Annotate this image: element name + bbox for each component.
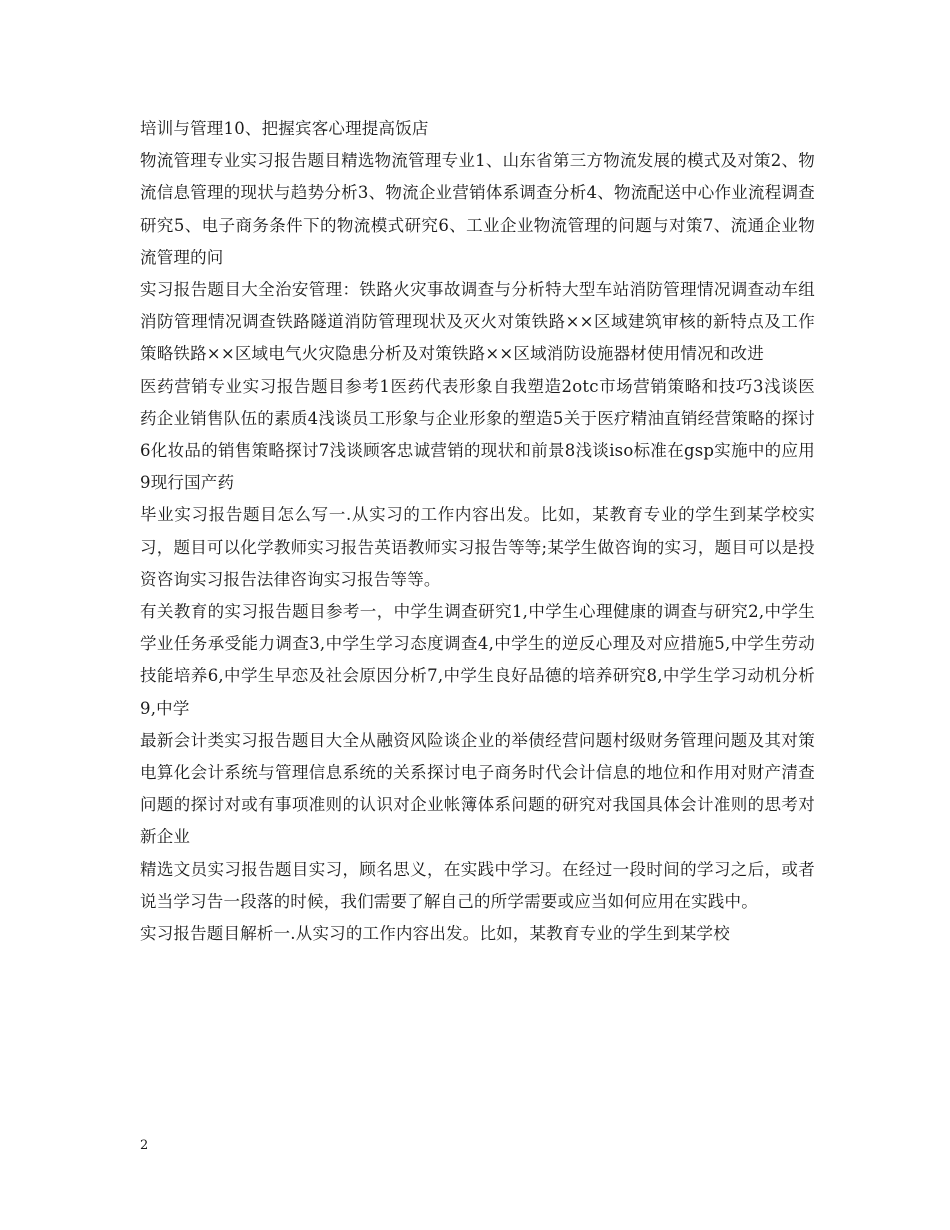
paragraph-2: 物流管理专业实习报告题目精选物流管理专业1、山东省第三方物流发展的模式及对策2、物流信息管理的现状与趋势分析3、物流企业营销体系调查分析4、物流配送中心作业流程调查研究5、电子商务条件下的物流模式研究6、工业企业物流管理的问题与对策7、流通企业物流管理的问 [140, 151, 815, 267]
paragraph-6: 有关教育的实习报告题目参考一，中学生调查研究1,中学生心理健康的调查与研究2,中学生学业任务承受能力调查3,中学生学习态度调查4,中学生的逆反心理及对应措施5,中学生劳动技能培养6,中学生早恋及社会原因分析7,中学生良好品德的培养研究8,中学生学习动机分析9,中学 [140, 602, 815, 718]
paragraph-1: 培训与管理10、把握宾客心理提高饭店 [140, 119, 429, 138]
paragraph-3: 实习报告题目大全治安管理：铁路火灾事故调查与分析特大型车站消防管理情况调查动车组消防管理情况调查铁路隧道消防管理现状及灭火对策铁路××区域建筑审核的新特点及工作策略铁路××区域电气火灾隐患分析及对策铁路××区域消防设施器材使用情况和改进 [140, 280, 815, 364]
paragraph-7: 最新会计类实习报告题目大全从融资风险谈企业的举债经营问题村级财务管理问题及其对策电算化会计系统与管理信息系统的关系探讨电子商务时代会计信息的地位和作用对财产清查问题的探讨对或有事项准则的认识对企业帐簿体系问题的研究对我国具体会计准则的思考对新企业 [140, 730, 815, 847]
paragraph-8: 精选文员实习报告题目实习，顾名思义，在实践中学习。在经过一段时间的学习之后，或者说当学习告一段落的时候，我们需要了解自己的所学需要或应当如何应用在实践中。 [140, 859, 815, 911]
paragraph-9: 实习报告题目解析一.从实习的工作内容出发。比如，某教育专业的学生到某学校 [140, 924, 730, 944]
document-body [140, 113, 815, 950]
paragraph-5: 毕业实习报告题目怎么写一.从实习的工作内容出发。比如，某教育专业的学生到某学校实习，题目可以化学教师实习报告英语教师实习报告等等;某学生做咨询的实习，题目可以是投资咨询实习报告法律咨询实习报告等等。 [140, 505, 815, 589]
paragraph-4: 医药营销专业实习报告题目参考1医药代表形象自我塑造2otc市场营销策略和技巧3浅谈医药企业销售队伍的素质4浅谈员工形象与企业形象的塑造5关于医疗精油直销经营策略的探讨6化妆品的销售策略探讨7浅谈顾客忠诚营销的现状和前景8浅谈iso标准在gsp实施中的应用9现行国产药 [140, 376, 815, 493]
page-number: 2 [140, 1138, 149, 1153]
